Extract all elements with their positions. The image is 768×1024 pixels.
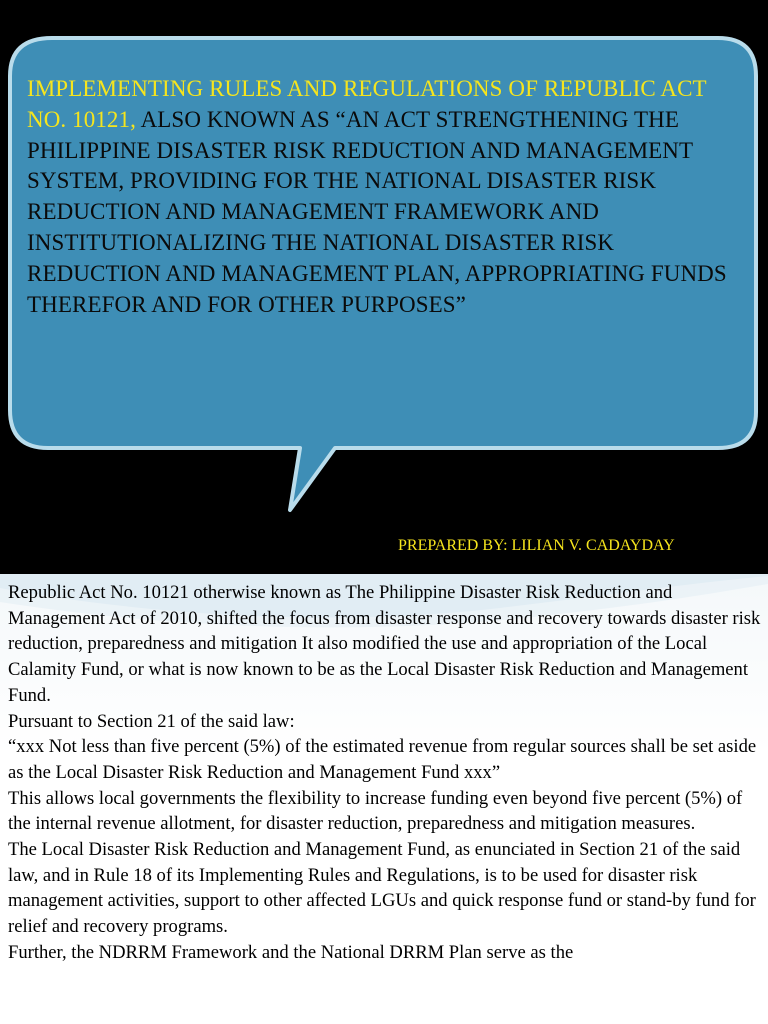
paragraph: “xxx Not less than five percent (5%) of the estimated revenue from regular sources shall be set aside as the Local Disaster Risk Reduction and Management Fund xxx” — [8, 736, 757, 783]
title-highlight: IMPLEMENTING RULES AND REGULATIONS OF REPUBLIC ACT NO. 10121, — [27, 76, 707, 132]
paragraph: This allows local governments the flexibility to increase funding even beyond five percent (5%) of the internal revenue allotment, for disaster reduction, preparedness and mitigation measures. — [8, 787, 743, 835]
document-page — [0, 574, 768, 1024]
paragraph: Further, the NDRRM Framework and the National DRRM Plan serve as the — [8, 941, 574, 963]
paragraph: The Local Disaster Risk Reduction and Management Fund, as enunciated in Section 21 of the said law, and in Rule 18 of its Implementing Rules and Regulations, is to be used for disaster risk management activities, support to other affected LGUs and quick response fund or stand-by fund for relief and recovery programs. — [8, 839, 756, 938]
prepared-by: PREPARED BY: LILIAN V. CADAYDAY — [398, 537, 675, 554]
paragraph: Republic Act No. 10121 otherwise known as The Philippine Disaster Risk Reduction and Management Act of 2010, shifted the focus from disaster response and recovery towards disaster risk reduction, preparedness and mitigation It also modified the use and appropriation of the Local Calamity Fund, or what is now known to be as the Local Disaster Risk Reduction and Management Fund. — [8, 582, 761, 706]
paragraph: Pursuant to Section 21 of the said law: — [8, 710, 295, 732]
slide-title — [27, 74, 732, 320]
body-text — [8, 580, 766, 966]
title-rest: ALSO KNOWN AS “AN ACT STRENGTHENING THE PHILIPPINE DISASTER RISK REDUCTION AND MANAGEMENT SYSTEM, PROVIDING FOR THE NATIONAL DISASTER RISK REDUCTION AND MANAGEMENT FRAMEWORK AND INSTITUTIONALIZING THE NATIONAL DISASTER RISK REDUCTION AND MANAGEMENT PLAN, APPROPRIATING FUNDS THEREFOR AND FOR OTHER PURPOSES” — [27, 106, 727, 317]
